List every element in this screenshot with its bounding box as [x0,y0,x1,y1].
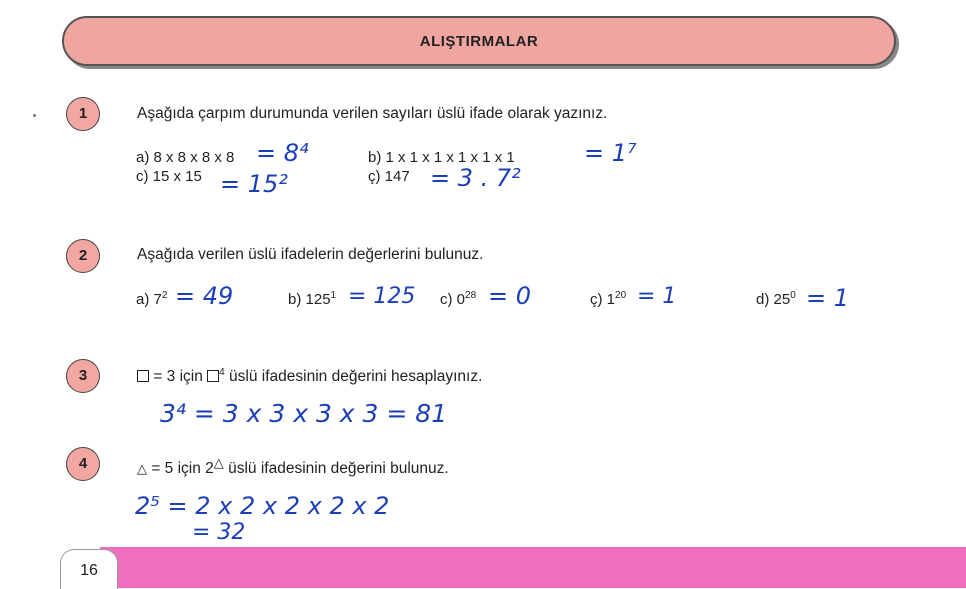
exercise-2-item-cc [590,290,626,308]
item-c-base: c) 0 [440,291,466,308]
exercise-3-question-start: = 3 için [153,368,203,386]
triangle-symbol-icon: △ [137,461,147,477]
exercise-1-answer-c: = 15² [220,170,288,198]
exercise-4-question [137,455,449,478]
footer-band [100,547,966,588]
exercise-1-question: Aşağıda çarpım durumunda verilen sayıları üslü ifade olarak yazınız. [137,105,608,122]
exercise-2-item-a [136,290,167,308]
exercise-2-item-c [440,290,476,308]
exercise-4-answer-line-1: 2⁵ = 2 x 2 x 2 x 2 x 2 [135,492,390,520]
item-d-base: d) 25 [756,291,791,308]
exercise-3-question-end: üslü ifadesinin değerini hesaplayınız. [229,368,483,386]
exercise-1-item-a: a) 8 x 8 x 8 x 8 [136,149,235,166]
exercise-3-exponent: 4 [219,367,225,378]
page-number: 16 [80,562,98,579]
exercise-2-answer-a: = 49 [175,282,234,310]
exercise-2-answer-d: = 1 [806,284,850,312]
exercise-number-4: 4 [66,447,100,481]
exercise-1-answer-b: = 1⁷ [584,139,637,167]
item-cc-exponent: 20 [615,290,627,301]
page-title: ALIŞTIRMALAR [419,33,539,50]
exercise-1-item-b: b) 1 x 1 x 1 x 1 x 1 x 1 [368,149,515,166]
exercise-4-answer-line-2: = 32 [192,520,246,545]
page-number-tab [60,549,118,589]
header-banner [62,16,896,66]
exercise-3-question [137,367,482,386]
item-b-exponent: 1 [330,290,337,301]
exercise-3-answer: 3⁴ = 3 x 3 x 3 x 3 = 81 [160,399,448,428]
item-c-exponent: 28 [465,290,477,301]
exercise-2-answer-cc: = 1 [637,284,677,309]
exercise-1-answer-a: = 8⁴ [256,139,309,167]
triangle-exponent-icon: △ [213,455,224,470]
exercise-2-answer-c: = 0 [488,282,532,310]
exercise-2-item-b [288,290,336,308]
exercise-1-item-cc: ç) 147 [368,168,410,185]
exercise-1-item-c: c) 15 x 15 [136,168,202,185]
exercise-1-answer-cc: = 3 . 7² [430,164,521,192]
square-symbol-icon [137,370,149,382]
item-a-base: a) 7 [136,291,162,308]
square-symbol-icon [207,370,219,382]
item-cc-base: ç) 1 [590,291,616,308]
stray-dot [33,114,36,117]
exercise-2-question: Aşağıda verilen üslü ifadelerin değerlerini bulunuz. [137,246,484,263]
item-d-exponent: 0 [790,290,796,301]
exercise-number-3: 3 [66,359,100,393]
exercise-2-item-d [756,290,796,308]
exercise-4-question-start: = 5 için 2 [151,460,214,478]
item-b-base: b) 125 [288,291,331,308]
exercise-4-question-end: üslü ifadesinin değerini bulunuz. [228,460,449,478]
item-a-exponent: 2 [161,290,168,301]
exercise-number-2: 2 [66,239,100,273]
exercise-number-1: 1 [66,97,100,131]
exercise-2-answer-b: = 125 [348,284,416,309]
